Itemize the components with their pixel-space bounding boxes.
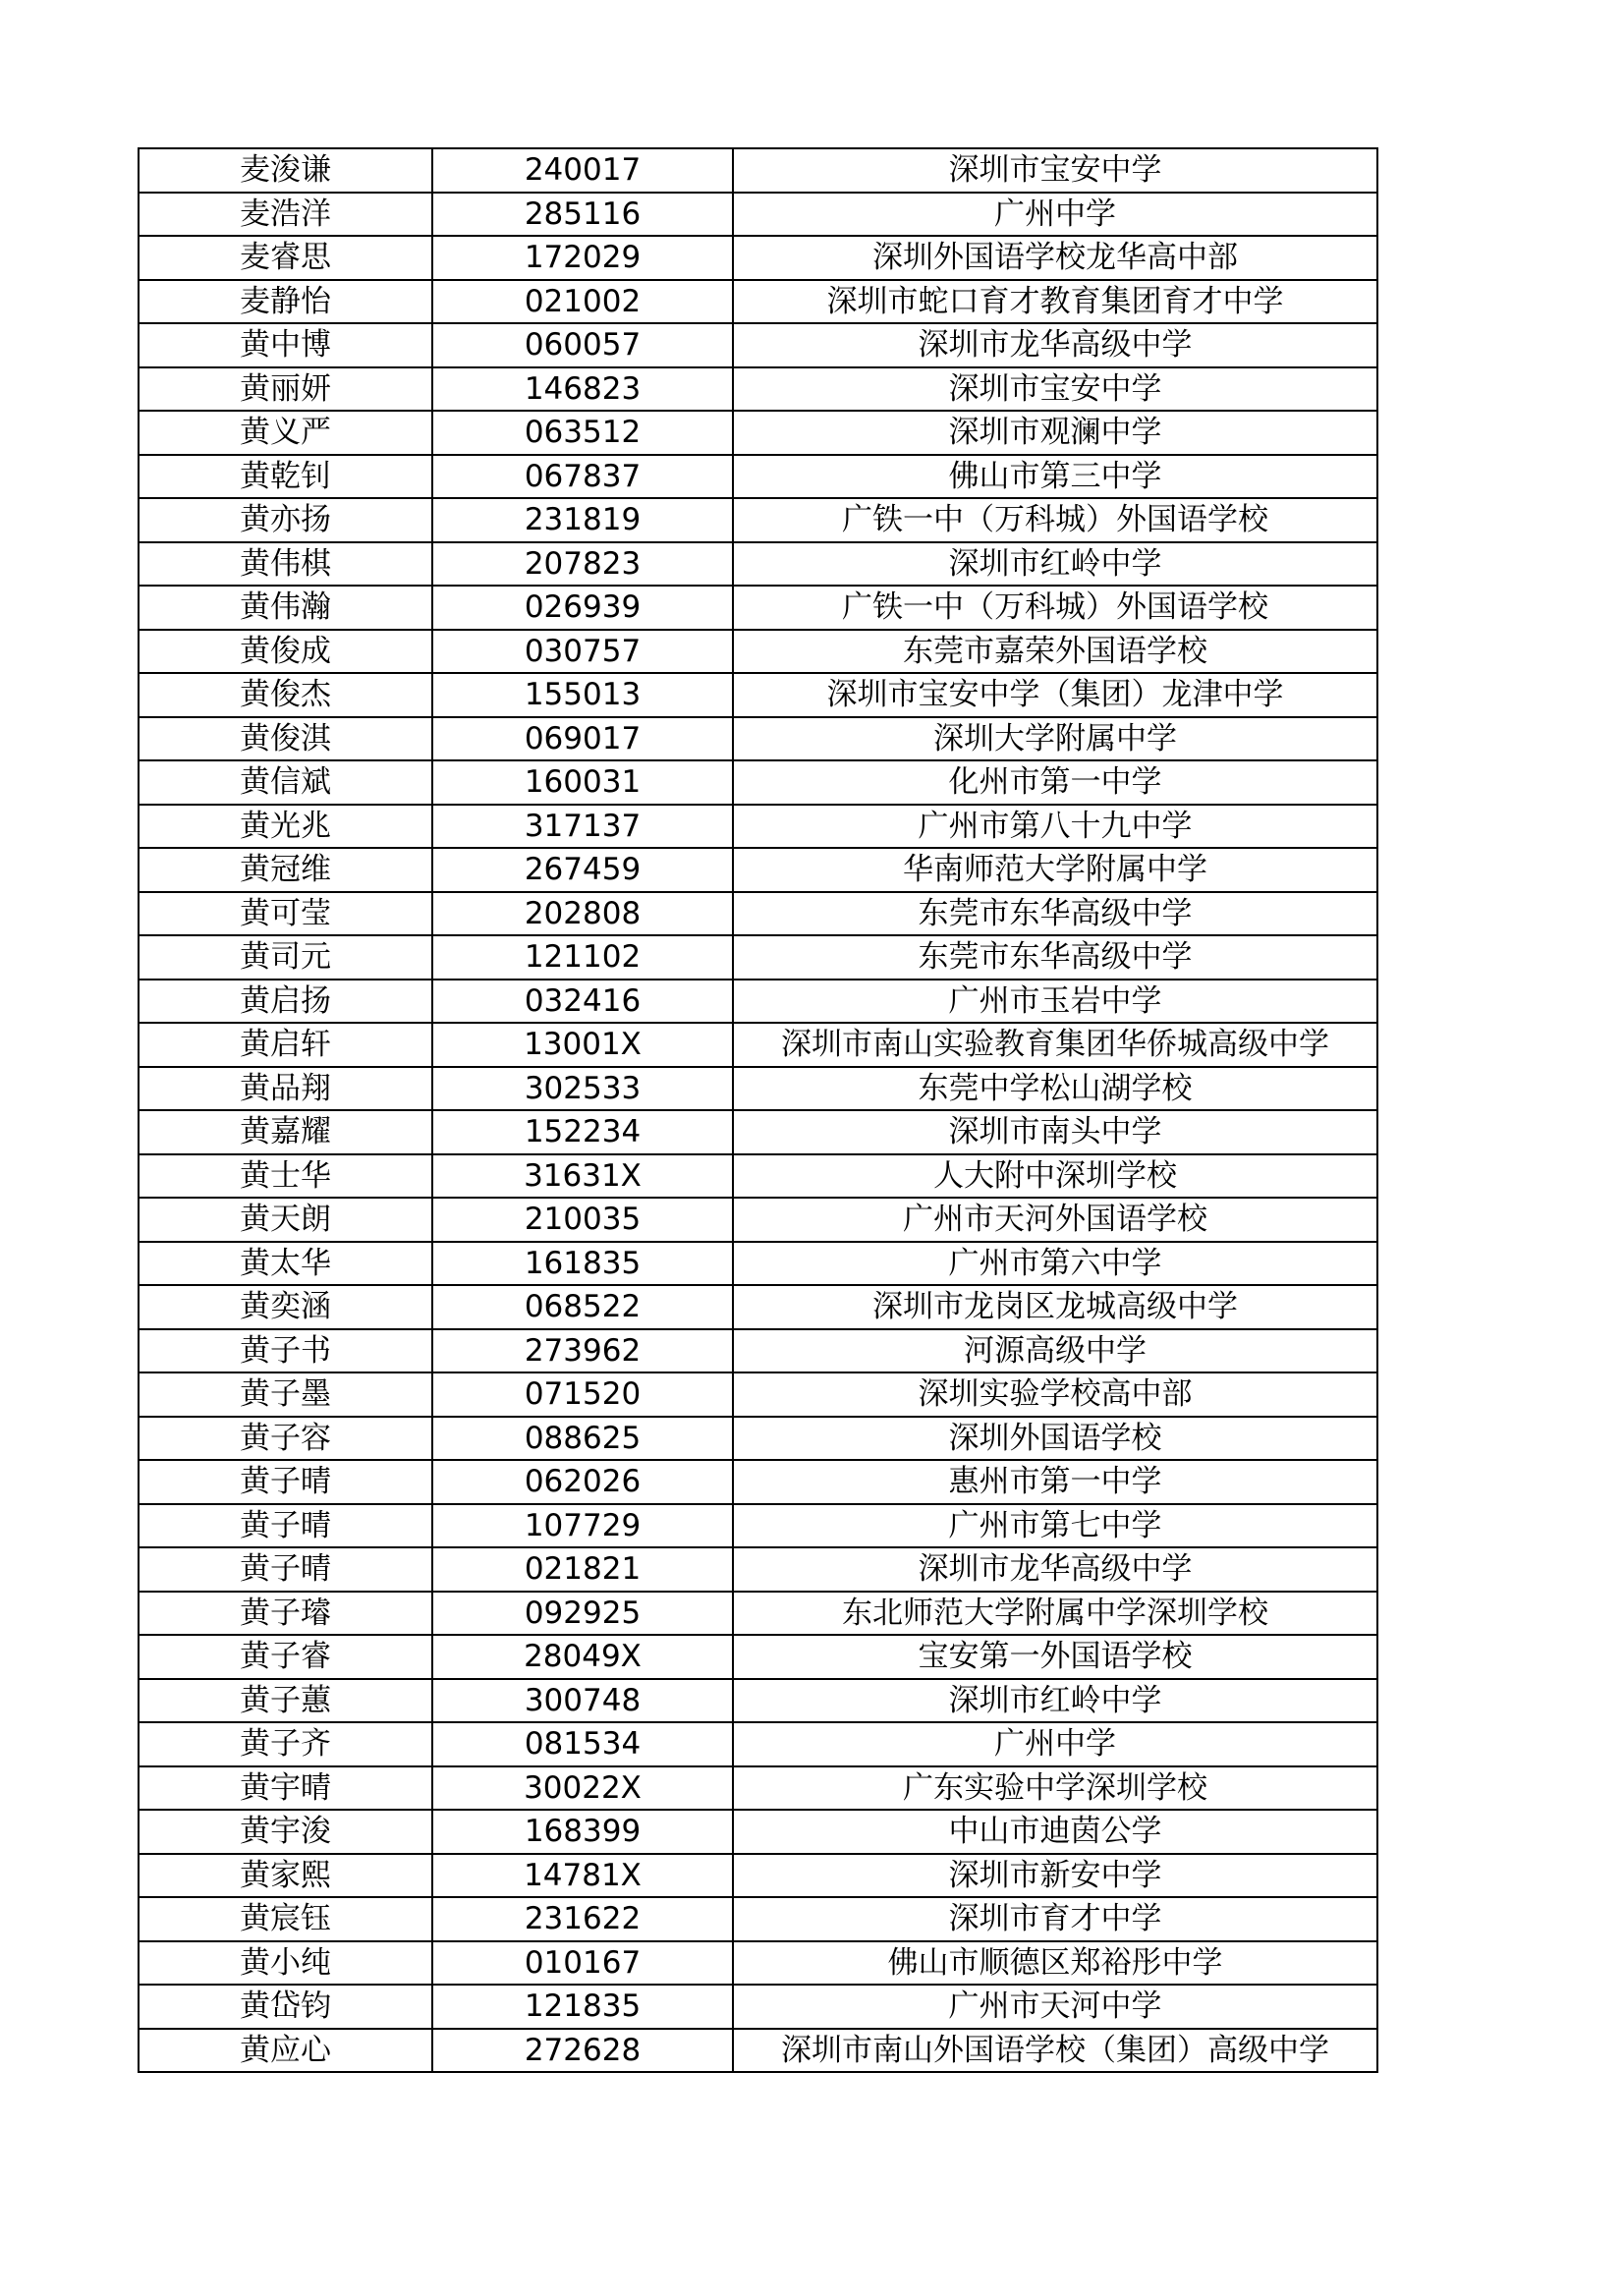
school-name-cell: 东莞市东华高级中学 bbox=[733, 935, 1377, 980]
student-id-cell: 273962 bbox=[432, 1329, 733, 1373]
table-row bbox=[139, 980, 1377, 1024]
school-name-cell: 深圳大学附属中学 bbox=[733, 717, 1377, 761]
student-id-cell: 161835 bbox=[432, 1242, 733, 1286]
table-row bbox=[139, 848, 1377, 892]
table-row bbox=[139, 892, 1377, 936]
school-name-cell: 深圳外国语学校 bbox=[733, 1417, 1377, 1461]
student-name-cell: 黄子蕙 bbox=[139, 1679, 432, 1723]
school-name-cell: 深圳市宝安中学（集团）龙津中学 bbox=[733, 673, 1377, 717]
table-row bbox=[139, 1897, 1377, 1941]
school-name-cell: 广州市玉岩中学 bbox=[733, 980, 1377, 1024]
student-id-cell: 146823 bbox=[432, 367, 733, 412]
table-row bbox=[139, 1067, 1377, 1111]
student-id-cell: 068522 bbox=[432, 1285, 733, 1329]
student-name-cell: 黄丽妍 bbox=[139, 367, 432, 412]
table-row bbox=[139, 805, 1377, 849]
school-name-cell: 深圳市龙岗区龙城高级中学 bbox=[733, 1285, 1377, 1329]
table-row bbox=[139, 455, 1377, 499]
student-name-cell: 黄天朗 bbox=[139, 1198, 432, 1242]
school-name-cell: 广东实验中学深圳学校 bbox=[733, 1766, 1377, 1811]
student-id-cell: 032416 bbox=[432, 980, 733, 1024]
table-row bbox=[139, 760, 1377, 805]
student-id-cell: 210035 bbox=[432, 1198, 733, 1242]
student-id-cell: 160031 bbox=[432, 760, 733, 805]
table-row bbox=[139, 542, 1377, 587]
school-name-cell: 深圳市南山实验教育集团华侨城高级中学 bbox=[733, 1023, 1377, 1067]
student-name-cell: 黄冠维 bbox=[139, 848, 432, 892]
table-row bbox=[139, 1329, 1377, 1373]
school-name-cell: 惠州市第一中学 bbox=[733, 1460, 1377, 1504]
school-name-cell: 佛山市第三中学 bbox=[733, 455, 1377, 499]
student-name-cell: 黄子晴 bbox=[139, 1504, 432, 1548]
table-row bbox=[139, 586, 1377, 630]
student-id-cell: 088625 bbox=[432, 1417, 733, 1461]
student-id-cell: 272628 bbox=[432, 2029, 733, 2073]
student-name-cell: 黄子容 bbox=[139, 1417, 432, 1461]
school-name-cell: 深圳外国语学校龙华高中部 bbox=[733, 236, 1377, 280]
student-id-cell: 081534 bbox=[432, 1722, 733, 1766]
school-name-cell: 深圳市育才中学 bbox=[733, 1897, 1377, 1941]
student-id-cell: 021002 bbox=[432, 280, 733, 324]
school-name-cell: 广铁一中（万科城）外国语学校 bbox=[733, 498, 1377, 542]
student-id-cell: 062026 bbox=[432, 1460, 733, 1504]
student-id-cell: 202808 bbox=[432, 892, 733, 936]
student-id-cell: 231622 bbox=[432, 1897, 733, 1941]
student-name-cell: 黄可莹 bbox=[139, 892, 432, 936]
school-name-cell: 东莞市嘉荣外国语学校 bbox=[733, 630, 1377, 674]
student-id-cell: 14781X bbox=[432, 1854, 733, 1898]
table-row bbox=[139, 498, 1377, 542]
school-name-cell: 化州市第一中学 bbox=[733, 760, 1377, 805]
student-table bbox=[138, 147, 1378, 2073]
table-row bbox=[139, 1285, 1377, 1329]
table-row bbox=[139, 1635, 1377, 1679]
table-row bbox=[139, 1154, 1377, 1199]
student-name-cell: 黄应心 bbox=[139, 2029, 432, 2073]
student-name-cell: 黄义严 bbox=[139, 411, 432, 455]
school-name-cell: 广铁一中（万科城）外国语学校 bbox=[733, 586, 1377, 630]
student-name-cell: 黄俊淇 bbox=[139, 717, 432, 761]
table-row bbox=[139, 1547, 1377, 1592]
school-name-cell: 广州市天河外国语学校 bbox=[733, 1198, 1377, 1242]
student-name-cell: 麦睿思 bbox=[139, 236, 432, 280]
student-id-cell: 207823 bbox=[432, 542, 733, 587]
table-row bbox=[139, 367, 1377, 412]
student-name-cell: 黄伟瀚 bbox=[139, 586, 432, 630]
table-row bbox=[139, 1810, 1377, 1854]
student-name-cell: 黄品翔 bbox=[139, 1067, 432, 1111]
school-name-cell: 深圳市宝安中学 bbox=[733, 148, 1377, 193]
school-name-cell: 广州市第七中学 bbox=[733, 1504, 1377, 1548]
student-name-cell: 黄信斌 bbox=[139, 760, 432, 805]
student-id-cell: 31631X bbox=[432, 1154, 733, 1199]
table-row bbox=[139, 717, 1377, 761]
student-name-cell: 黄启轩 bbox=[139, 1023, 432, 1067]
student-name-cell: 黄乾钊 bbox=[139, 455, 432, 499]
school-name-cell: 广州市第六中学 bbox=[733, 1242, 1377, 1286]
student-name-cell: 黄司元 bbox=[139, 935, 432, 980]
school-name-cell: 深圳市南山外国语学校（集团）高级中学 bbox=[733, 2029, 1377, 2073]
student-id-cell: 071520 bbox=[432, 1372, 733, 1417]
student-name-cell: 黄岱钧 bbox=[139, 1985, 432, 2029]
student-name-cell: 黄光兆 bbox=[139, 805, 432, 849]
student-id-cell: 030757 bbox=[432, 630, 733, 674]
school-name-cell: 东莞市东华高级中学 bbox=[733, 892, 1377, 936]
student-name-cell: 麦浩洋 bbox=[139, 193, 432, 237]
school-name-cell: 深圳市新安中学 bbox=[733, 1854, 1377, 1898]
school-name-cell: 广州市第八十九中学 bbox=[733, 805, 1377, 849]
student-id-cell: 121102 bbox=[432, 935, 733, 980]
student-id-cell: 28049X bbox=[432, 1635, 733, 1679]
student-id-cell: 285116 bbox=[432, 193, 733, 237]
table-row bbox=[139, 1417, 1377, 1461]
table-row bbox=[139, 1372, 1377, 1417]
student-name-cell: 黄嘉耀 bbox=[139, 1110, 432, 1154]
student-id-cell: 021821 bbox=[432, 1547, 733, 1592]
student-id-cell: 026939 bbox=[432, 586, 733, 630]
student-id-cell: 152234 bbox=[432, 1110, 733, 1154]
student-name-cell: 黄子晴 bbox=[139, 1547, 432, 1592]
school-name-cell: 佛山市顺德区郑裕彤中学 bbox=[733, 1941, 1377, 1986]
table-row bbox=[139, 673, 1377, 717]
school-name-cell: 深圳市龙华高级中学 bbox=[733, 1547, 1377, 1592]
table-row bbox=[139, 935, 1377, 980]
student-name-cell: 黄子书 bbox=[139, 1329, 432, 1373]
student-name-cell: 黄士华 bbox=[139, 1154, 432, 1199]
student-name-cell: 黄家熙 bbox=[139, 1854, 432, 1898]
student-id-cell: 168399 bbox=[432, 1810, 733, 1854]
student-name-cell: 黄伟棋 bbox=[139, 542, 432, 587]
school-name-cell: 东莞中学松山湖学校 bbox=[733, 1067, 1377, 1111]
student-name-cell: 黄子睿 bbox=[139, 1635, 432, 1679]
school-name-cell: 广州中学 bbox=[733, 193, 1377, 237]
table-row bbox=[139, 323, 1377, 367]
student-name-cell: 麦静怡 bbox=[139, 280, 432, 324]
school-name-cell: 宝安第一外国语学校 bbox=[733, 1635, 1377, 1679]
student-id-cell: 317137 bbox=[432, 805, 733, 849]
student-name-cell: 黄启扬 bbox=[139, 980, 432, 1024]
table-row bbox=[139, 1023, 1377, 1067]
table-row bbox=[139, 1504, 1377, 1548]
table-row bbox=[139, 630, 1377, 674]
school-name-cell: 深圳市龙华高级中学 bbox=[733, 323, 1377, 367]
school-name-cell: 人大附中深圳学校 bbox=[733, 1154, 1377, 1199]
student-id-cell: 107729 bbox=[432, 1504, 733, 1548]
table-row bbox=[139, 1460, 1377, 1504]
table-row bbox=[139, 1985, 1377, 2029]
table-row bbox=[139, 1110, 1377, 1154]
school-name-cell: 深圳市红岭中学 bbox=[733, 1679, 1377, 1723]
student-id-cell: 240017 bbox=[432, 148, 733, 193]
school-name-cell: 东北师范大学附属中学深圳学校 bbox=[733, 1592, 1377, 1636]
student-name-cell: 黄子齐 bbox=[139, 1722, 432, 1766]
table-row bbox=[139, 1198, 1377, 1242]
student-name-cell: 黄俊成 bbox=[139, 630, 432, 674]
table-row bbox=[139, 1592, 1377, 1636]
school-name-cell: 深圳市蛇口育才教育集团育才中学 bbox=[733, 280, 1377, 324]
student-name-cell: 黄宇晴 bbox=[139, 1766, 432, 1811]
student-id-cell: 069017 bbox=[432, 717, 733, 761]
student-name-cell: 黄子晴 bbox=[139, 1460, 432, 1504]
school-name-cell: 深圳市红岭中学 bbox=[733, 542, 1377, 587]
table-body bbox=[139, 148, 1377, 2072]
table-row bbox=[139, 2029, 1377, 2073]
school-name-cell: 华南师范大学附属中学 bbox=[733, 848, 1377, 892]
student-id-cell: 13001X bbox=[432, 1023, 733, 1067]
student-id-cell: 067837 bbox=[432, 455, 733, 499]
student-id-cell: 267459 bbox=[432, 848, 733, 892]
student-name-cell: 黄奕涵 bbox=[139, 1285, 432, 1329]
table-row bbox=[139, 1679, 1377, 1723]
student-id-cell: 010167 bbox=[432, 1941, 733, 1986]
student-name-cell: 黄太华 bbox=[139, 1242, 432, 1286]
student-id-cell: 302533 bbox=[432, 1067, 733, 1111]
school-name-cell: 深圳市南头中学 bbox=[733, 1110, 1377, 1154]
table-row bbox=[139, 411, 1377, 455]
student-id-cell: 30022X bbox=[432, 1766, 733, 1811]
student-name-cell: 黄子璿 bbox=[139, 1592, 432, 1636]
student-name-cell: 黄子墨 bbox=[139, 1372, 432, 1417]
school-name-cell: 中山市迪茵公学 bbox=[733, 1810, 1377, 1854]
table-row bbox=[139, 193, 1377, 237]
student-name-cell: 黄小纯 bbox=[139, 1941, 432, 1986]
table-row bbox=[139, 1854, 1377, 1898]
table-row bbox=[139, 236, 1377, 280]
student-name-cell: 黄宸钰 bbox=[139, 1897, 432, 1941]
student-id-cell: 121835 bbox=[432, 1985, 733, 2029]
school-name-cell: 深圳市宝安中学 bbox=[733, 367, 1377, 412]
student-id-cell: 231819 bbox=[432, 498, 733, 542]
school-name-cell: 深圳市观澜中学 bbox=[733, 411, 1377, 455]
student-name-cell: 黄宇浚 bbox=[139, 1810, 432, 1854]
student-id-cell: 155013 bbox=[432, 673, 733, 717]
student-id-cell: 172029 bbox=[432, 236, 733, 280]
student-name-cell: 麦浚谦 bbox=[139, 148, 432, 193]
table-row bbox=[139, 1242, 1377, 1286]
student-name-cell: 黄中博 bbox=[139, 323, 432, 367]
student-id-cell: 300748 bbox=[432, 1679, 733, 1723]
table-row bbox=[139, 1941, 1377, 1986]
table-row bbox=[139, 1722, 1377, 1766]
school-name-cell: 广州市天河中学 bbox=[733, 1985, 1377, 2029]
student-name-cell: 黄亦扬 bbox=[139, 498, 432, 542]
student-id-cell: 063512 bbox=[432, 411, 733, 455]
student-id-cell: 060057 bbox=[432, 323, 733, 367]
student-name-cell: 黄俊杰 bbox=[139, 673, 432, 717]
school-name-cell: 广州中学 bbox=[733, 1722, 1377, 1766]
table-row bbox=[139, 1766, 1377, 1811]
school-name-cell: 河源高级中学 bbox=[733, 1329, 1377, 1373]
table-row bbox=[139, 280, 1377, 324]
school-name-cell: 深圳实验学校高中部 bbox=[733, 1372, 1377, 1417]
table-row bbox=[139, 148, 1377, 193]
student-id-cell: 092925 bbox=[432, 1592, 733, 1636]
